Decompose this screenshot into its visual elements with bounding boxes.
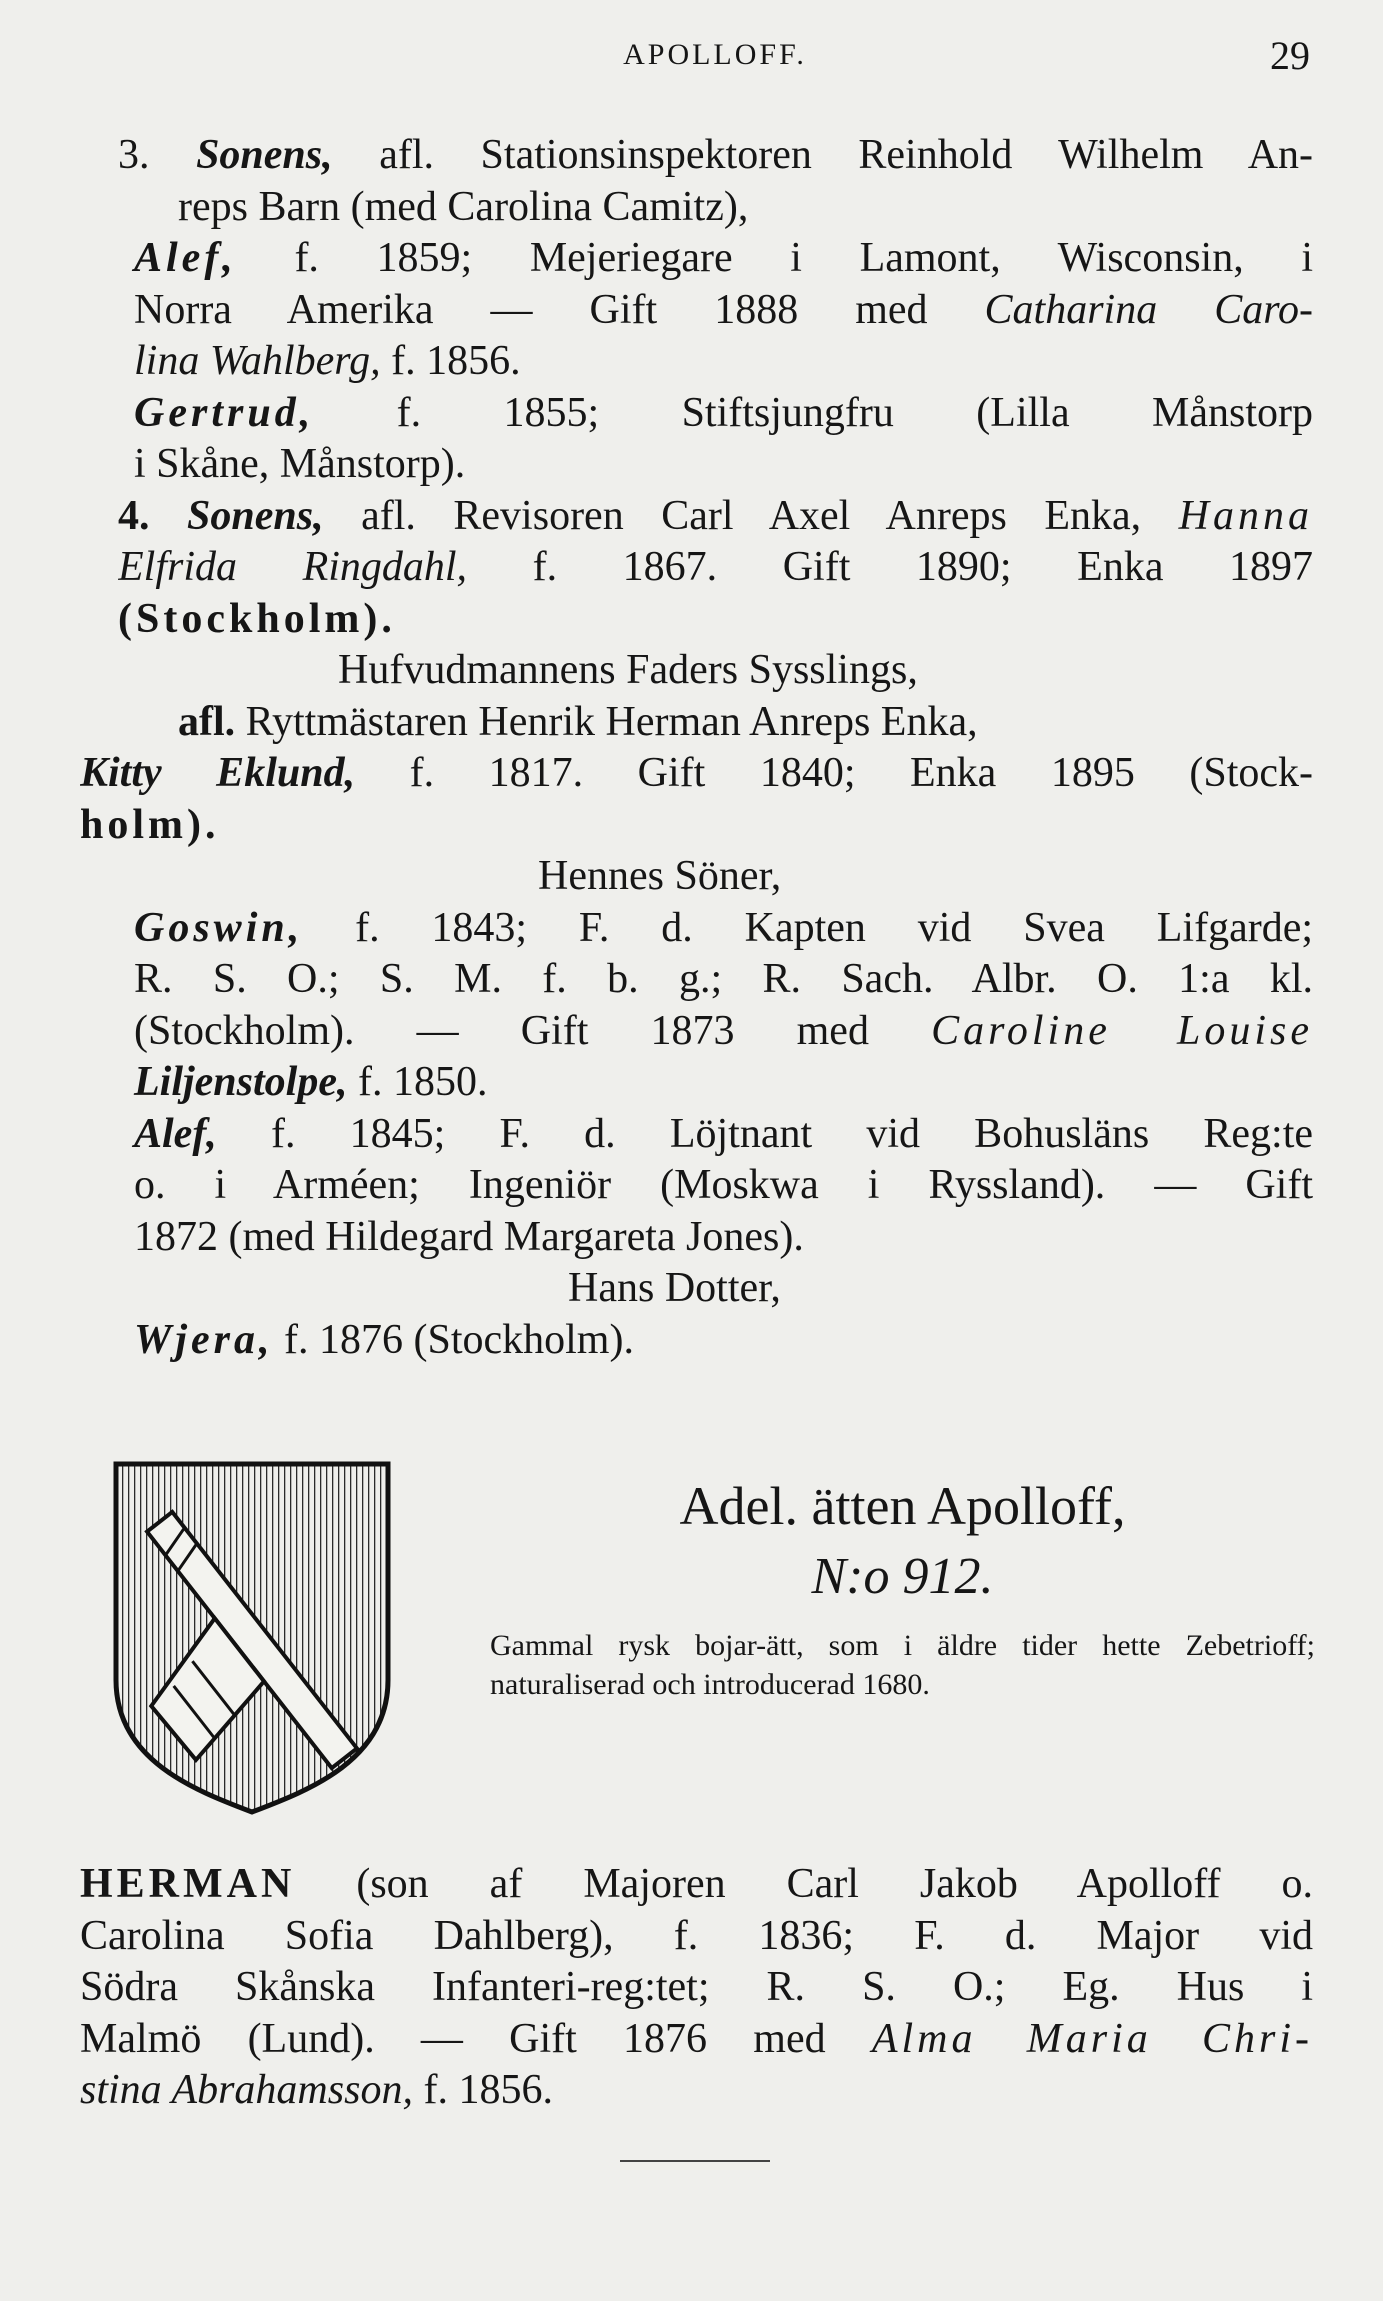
entry-line: HERMAN (son af Majoren Carl Jakob Apolloff o. <box>80 1861 1313 1907</box>
section-heading: Hans Dotter, <box>568 1265 781 1311</box>
entry-line: (Stockholm). <box>118 595 396 642</box>
entry-line: Carolina Sofia Dahlberg), f. 1836; F. d. Major vid <box>80 1912 1313 1959</box>
entry-line: stina Abrahamsson, f. 1856. <box>80 2067 553 2113</box>
entry-line: 3. Sonens, afl. Stationsinspektoren Reinhold Wilhelm An- <box>118 132 1313 178</box>
entry-line: R. S. O.; S. M. f. b. g.; R. Sach. Albr. O. 1:a kl. <box>134 956 1313 1002</box>
section-heading: Hennes Söner, <box>538 853 782 899</box>
entry-line: 1872 (med Hildegard Margareta Jones). <box>134 1213 804 1260</box>
genealogy-text <box>80 130 1313 1366</box>
family-description: Gammal rysk bojar-ätt, som i äldre tider hette Zebetrioff; naturaliserad och introducerad 1680. <box>490 1629 1315 1701</box>
entry-line: Södra Skånska Infanteri-reg:tet; R. S. O.; Eg. Hus i <box>80 1964 1313 2010</box>
family-section <box>110 1460 1315 1820</box>
entry-line: afl. Ryttmästaren Henrik Herman Anreps Enka, <box>178 698 978 745</box>
head-of-family-entry <box>80 1858 1313 2116</box>
running-title: APOLLOFF. <box>623 38 807 71</box>
closing-rule <box>620 2160 770 2162</box>
entry-line: o. i Arméen; Ingeniör (Moskwa i Ryssland). — Gift <box>134 1162 1313 1208</box>
entry-line: Elfrida Ringdahl, f. 1867. Gift 1890; Enka 1897 <box>118 544 1313 590</box>
entry-line: 4. Sonens, afl. Revisoren Carl Axel Anreps Enka, Hanna <box>118 492 1313 539</box>
entry-line: i Skåne, Månstorp). <box>134 441 466 487</box>
entry-line: Liljenstolpe, f. 1850. <box>134 1059 488 1105</box>
entry-line: reps Barn (med Carolina Camitz), <box>178 183 749 230</box>
page-number: 29 <box>1270 33 1310 78</box>
page-header <box>120 28 1310 84</box>
coat-of-arms-icon <box>110 1460 394 1816</box>
entry-line: holm). <box>80 801 220 848</box>
family-number: N:o 912. <box>811 1548 994 1605</box>
entry-line: (Stockholm). — Gift 1873 med Caroline Louise <box>134 1007 1313 1054</box>
entry-line: Wjera, f. 1876 (Stockholm). <box>134 1316 634 1363</box>
entry-line: Alef, f. 1845; F. d. Löjtnant vid Bohusläns Reg:te <box>134 1110 1313 1157</box>
entry-line: Alef, f. 1859; Mejeriegare i Lamont, Wisconsin, i <box>134 235 1313 281</box>
entry-line: Kitty Eklund, f. 1817. Gift 1840; Enka 1895 (Stock- <box>80 750 1313 796</box>
family-title: Adel. ätten Apolloff, <box>679 1476 1126 1536</box>
family-heading <box>490 1460 1315 1704</box>
section-heading: Hufvudmannens Faders Sysslings, <box>338 647 918 693</box>
entry-line: Gertrud, f. 1855; Stiftsjungfru (Lilla Månstorp <box>134 389 1313 436</box>
entry-line: lina Wahlberg, f. 1856. <box>134 338 521 384</box>
entry-line: Norra Amerika — Gift 1888 med Catharina Caro- <box>134 286 1313 333</box>
entry-line: Goswin, f. 1843; F. d. Kapten vid Svea Lifgarde; <box>134 904 1313 951</box>
entry-line: Malmö (Lund). — Gift 1876 med Alma Maria Chri- <box>80 2015 1313 2062</box>
